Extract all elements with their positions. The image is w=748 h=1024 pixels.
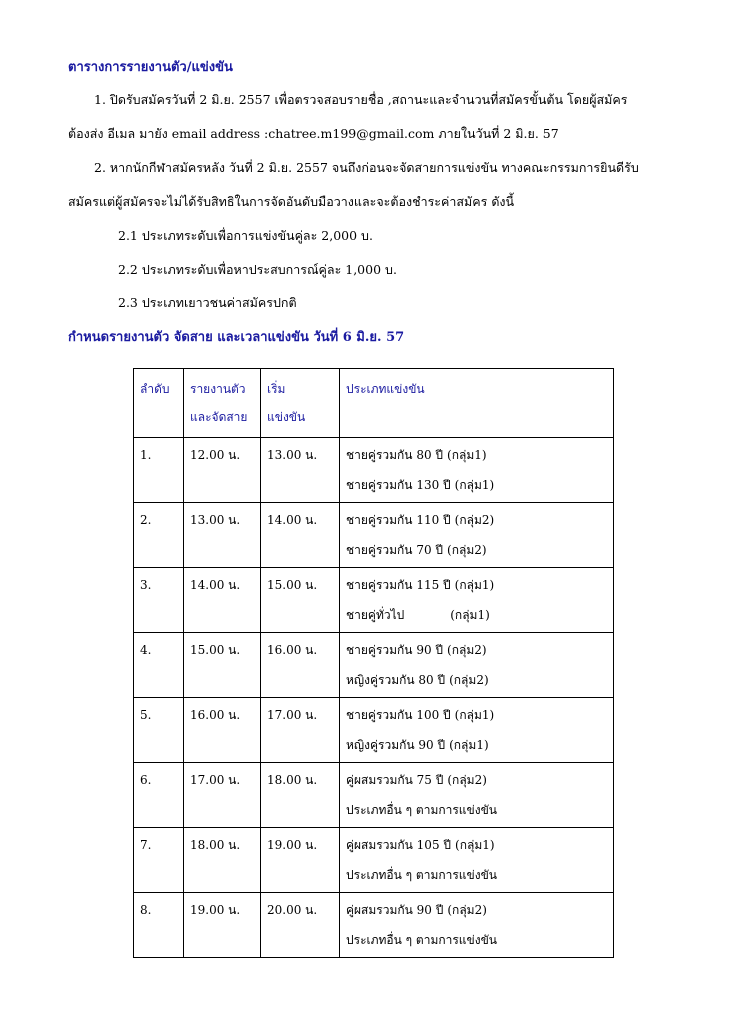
table-row	[134, 633, 614, 698]
subitem-2-2: 2.2 ประเภทระดับเพื่อหาประสบการณ์คู่ละ 1,000 บ.	[118, 262, 397, 277]
cell-category	[340, 568, 614, 633]
group-1: (กลุ่ม2)	[447, 773, 487, 787]
cell-report-time: 16.00 น.	[184, 698, 261, 763]
header-start-line-2: แข่งขัน	[267, 410, 306, 424]
cell-order: 3.	[134, 568, 184, 633]
cell-category	[340, 763, 614, 828]
cell-start-time: 13.00 น.	[261, 438, 340, 503]
category-1: คู่ผสมรวมกัน 75 ปี	[346, 773, 444, 787]
header-start-line-1: เริ่ม	[267, 382, 286, 396]
table-row	[134, 438, 614, 503]
category-2: ชายคู่รวมกัน 130 ปี	[346, 478, 451, 492]
group-2: (กลุ่ม1)	[449, 738, 489, 752]
cell-report-time: 13.00 น.	[184, 503, 261, 568]
category-1: คู่ผสมรวมกัน 105 ปี	[346, 838, 452, 852]
category-2: ประเภทอื่น ๆ ตามการแข่งขัน	[346, 803, 498, 817]
cell-report-time: 14.00 น.	[184, 568, 261, 633]
cell-start-time: 15.00 น.	[261, 568, 340, 633]
item-1-line-1: 1. ปิดรับสมัครวันที่ 2 มิ.ย. 2557 เพื่อตรวจสอบรายชื่อ ,สถานะและจำนวนที่สมัครขั้นต้น โดยผู้สมัคร	[94, 92, 628, 107]
item-2-line-2: สมัครแต่ผู้สมัครจะไม่ได้รับสิทธิในการจัดอันดับมือวางและจะต้องชำระค่าสมัคร ดังนี้	[68, 194, 515, 209]
category-1: ชายคู่รวมกัน 100 ปี	[346, 708, 451, 722]
category-2: ประเภทอื่น ๆ ตามการแข่งขัน	[346, 868, 498, 882]
cell-report-time: 17.00 น.	[184, 763, 261, 828]
header-report-line-2: และจัดสาย	[190, 410, 248, 424]
group-2: (กลุ่ม2)	[449, 673, 489, 687]
table-row	[134, 503, 614, 568]
group-2: (กลุ่ม1)	[454, 478, 495, 492]
category-2: ชายคู่รวมกัน 70 ปี	[346, 543, 444, 557]
cell-category	[340, 438, 614, 503]
cell-report-time: 18.00 น.	[184, 828, 261, 893]
cell-category	[340, 503, 614, 568]
group-1: (กลุ่ม2)	[447, 903, 487, 917]
cell-order: 5.	[134, 698, 184, 763]
cell-start-time: 17.00 น.	[261, 698, 340, 763]
cell-order: 6.	[134, 763, 184, 828]
cell-report-time: 15.00 น.	[184, 633, 261, 698]
table-row	[134, 893, 614, 958]
category-1: ชายคู่รวมกัน 90 ปี	[346, 643, 444, 657]
subitem-2-3: 2.3 ประเภทเยาวชนค่าสมัครปกติ	[118, 295, 297, 310]
table-row	[134, 763, 614, 828]
table-row	[134, 698, 614, 763]
category-1: ชายคู่รวมกัน 80 ปี	[346, 448, 444, 462]
group-1: (กลุ่ม1)	[454, 578, 495, 592]
subitem-2-1: 2.1 ประเภทระดับเพื่อการแข่งขันคู่ละ 2,000 บ.	[118, 228, 373, 243]
cell-order: 1.	[134, 438, 184, 503]
group-1: (กลุ่ม2)	[447, 643, 487, 657]
header-order: ลำดับ	[134, 369, 184, 438]
header-report	[184, 369, 261, 438]
category-2: หญิงคู่รวมกัน 90 ปี	[346, 738, 446, 752]
cell-category	[340, 893, 614, 958]
group-1: (กลุ่ม2)	[454, 513, 495, 527]
cell-category	[340, 698, 614, 763]
category-1: ชายคู่รวมกัน 110 ปี	[346, 513, 451, 527]
header-category: ประเภทแข่งขัน	[340, 369, 614, 438]
cell-order: 4.	[134, 633, 184, 698]
cell-report-time: 19.00 น.	[184, 893, 261, 958]
header-start	[261, 369, 340, 438]
cell-order: 7.	[134, 828, 184, 893]
header-report-line-1: รายงานตัว	[190, 382, 246, 396]
table-row	[134, 828, 614, 893]
category-2: หญิงคู่รวมกัน 80 ปี	[346, 673, 446, 687]
cell-start-time: 18.00 น.	[261, 763, 340, 828]
cell-category	[340, 828, 614, 893]
cell-report-time: 12.00 น.	[184, 438, 261, 503]
item-1-line-2: ต้องส่ง อีเมล มายัง email address :chatree.m199@gmail.com ภายในวันที่ 2 มิ.ย. 57	[68, 126, 559, 141]
category-2: ประเภทอื่น ๆ ตามการแข่งขัน	[346, 933, 498, 947]
section-title-timetable: กำหนดรายงานตัว จัดสาย และเวลาแข่งขัน วันที่ 6 มิ.ย. 57	[68, 330, 405, 345]
category-1: คู่ผสมรวมกัน 90 ปี	[346, 903, 444, 917]
group-1: (กลุ่ม1)	[454, 708, 495, 722]
group-2: (กลุ่ม2)	[447, 543, 487, 557]
table-row	[134, 568, 614, 633]
cell-order: 8.	[134, 893, 184, 958]
cell-start-time: 14.00 น.	[261, 503, 340, 568]
cell-start-time: 19.00 น.	[261, 828, 340, 893]
schedule-table	[133, 368, 614, 958]
table-header-row	[134, 369, 614, 438]
group-1: (กลุ่ม1)	[447, 448, 487, 462]
section-title-schedule: ตารางการรายงานตัว/แข่งขัน	[68, 60, 233, 75]
category-1: ชายคู่รวมกัน 115 ปี	[346, 578, 451, 592]
cell-category	[340, 633, 614, 698]
group-1: (กลุ่ม1)	[455, 838, 495, 852]
cell-start-time: 20.00 น.	[261, 893, 340, 958]
cell-order: 2.	[134, 503, 184, 568]
cell-start-time: 16.00 น.	[261, 633, 340, 698]
category-2: ชายคู่ทั่วไป	[346, 608, 405, 622]
item-2-line-1: 2. หากนักกีฬาสมัครหลัง วันที่ 2 มิ.ย. 2557 จนถึงก่อนจะจัดสายการแข่งขัน ทางคณะกรรมการยินดีรับ	[94, 160, 639, 175]
group-2: (กลุ่ม1)	[450, 608, 490, 622]
